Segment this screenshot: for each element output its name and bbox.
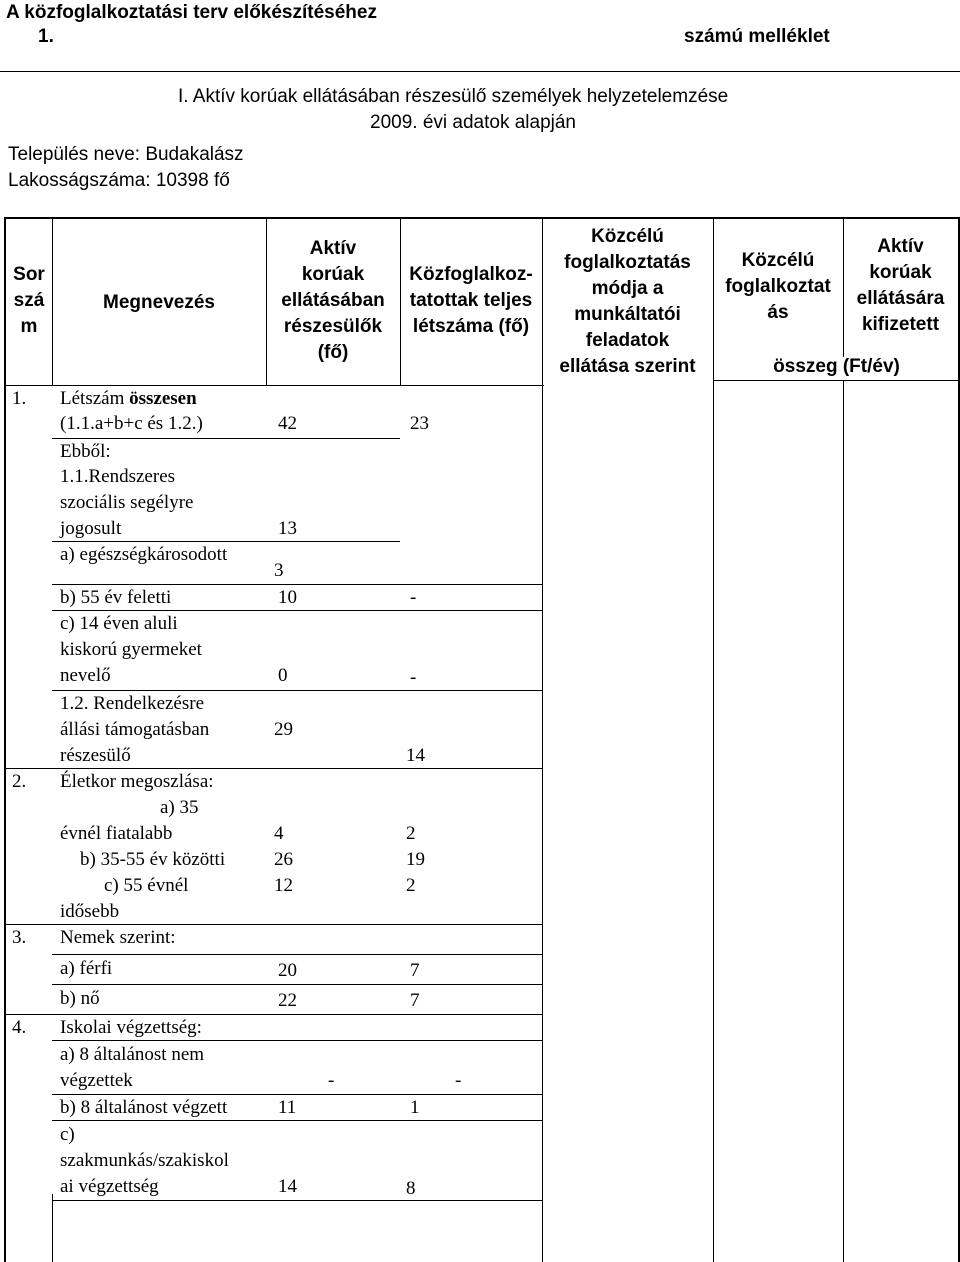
col-divider — [52, 1194, 53, 1262]
col-header-line: ellátásában — [281, 290, 385, 311]
row-number: 3. — [12, 927, 27, 948]
col-header-line: szá — [13, 290, 45, 311]
row-number: 2. — [12, 771, 27, 792]
population: Lakosságszáma: 10398 fő — [8, 170, 230, 191]
row-label: nevelő — [60, 665, 111, 686]
col-header-line: ás — [767, 302, 789, 323]
row-label: részesülő — [60, 745, 131, 766]
col-header-line: részesülők — [283, 316, 383, 337]
row-label: a) 35 — [160, 797, 199, 818]
cell-value: - — [328, 1070, 335, 1091]
col-divider — [843, 380, 844, 1262]
col-header-line: Aktív — [877, 236, 924, 257]
col-header-recipients — [266, 236, 400, 366]
cell-value: 14 — [278, 1176, 297, 1197]
col-header-line: kifizetett — [861, 314, 940, 335]
header-divider — [0, 71, 960, 72]
row-label-emphasis: összesen — [129, 388, 197, 409]
table-top-border — [4, 217, 960, 219]
row-label: a) 8 általánost nem — [60, 1044, 205, 1065]
cell-value: 10 — [278, 587, 297, 608]
cell-value: 8 — [406, 1178, 416, 1199]
col-header-line: ellátása szerint — [559, 356, 696, 377]
section-subtitle: 2009. évi adatok alapján — [370, 112, 576, 133]
col-header-line: létszáma (fő) — [412, 316, 530, 337]
row-label: Életkor megoszlása: — [60, 771, 214, 792]
col-header-line: Aktív — [309, 238, 357, 259]
row-label: 1.2. Rendelkezésre — [60, 693, 205, 714]
col-header-line: Sor — [13, 264, 45, 285]
cell-value: 2 — [406, 823, 416, 844]
cell-value: 26 — [274, 849, 293, 870]
col-header-line: foglalkoztat — [725, 276, 831, 297]
row-label: Nemek szerint: — [60, 927, 176, 948]
cell-value: 29 — [274, 719, 293, 740]
row-label: c) — [60, 1124, 75, 1145]
col-header-line: foglalkoztatás — [564, 252, 691, 273]
row-label — [60, 386, 197, 412]
row-number: 1. — [12, 388, 27, 409]
col-header-line: ellátására — [856, 288, 945, 309]
row-label: b) 8 általánost végzett — [60, 1097, 228, 1118]
cell-value: 14 — [406, 745, 425, 766]
col-header-line: Közfoglalkoz- — [409, 264, 533, 285]
col-header-line: (fő) — [317, 342, 349, 363]
col-header-line: korúak — [301, 264, 365, 285]
cell-value: 20 — [278, 960, 297, 981]
row-label: idősebb — [60, 901, 120, 922]
row-label: szakmunkás/szakiskol — [60, 1150, 229, 1171]
cell-value: 11 — [278, 1097, 297, 1118]
row-label: a) egészségkárosodott — [60, 544, 228, 565]
annex-label: számú melléklet — [684, 26, 830, 47]
cell-value: - — [455, 1070, 462, 1091]
row-label: 1.1.Rendszeres — [60, 466, 176, 487]
col-header-line: feladatok — [585, 330, 670, 351]
row-divider — [52, 1200, 542, 1201]
section-title: I. Aktív korúak ellátásában részesülő személyek helyzetelemzése — [178, 86, 729, 107]
row-number: 4. — [12, 1017, 27, 1038]
row-label: b) nő — [60, 988, 100, 1009]
annex-number: 1. — [38, 26, 54, 47]
row-label: Iskolai végzettség: — [60, 1017, 202, 1038]
row-label: szociális segélyre — [60, 492, 194, 513]
cell-value: - — [410, 667, 417, 688]
row-label: állási támogatásban — [60, 719, 210, 740]
row-label: b) 55 év feletti — [60, 587, 172, 608]
col-header-line: munkáltatói — [574, 304, 681, 325]
col-header-name: Megnevezés — [103, 292, 215, 313]
col-header-line: módja a — [591, 278, 664, 299]
col-header-row-number — [6, 262, 52, 340]
cell-value: 3 — [274, 560, 284, 581]
row-label: évnél fiatalabb — [60, 823, 173, 844]
cell-value: 12 — [274, 875, 293, 896]
cell-value: 4 — [274, 823, 284, 844]
header-bottom-line — [713, 380, 960, 381]
row-label: c) 14 éven aluli — [60, 613, 178, 634]
col-header-employment-mode — [542, 224, 713, 380]
row-label: c) 55 évnél — [104, 875, 189, 896]
cell-value: 13 — [278, 518, 297, 539]
row-label: jogosult — [60, 518, 122, 539]
col-header-public-workers — [400, 262, 542, 340]
col-header-paid-allowance — [843, 234, 958, 338]
col-header-line: m — [20, 316, 38, 337]
row-label: kiskorú gyermeket — [60, 639, 202, 660]
col-header-amount: összeg (Ft/év) — [773, 356, 900, 377]
row-label: b) 35-55 év közötti — [80, 849, 226, 870]
row-divider — [52, 954, 542, 955]
cell-value: 0 — [278, 665, 288, 686]
cell-value: 7 — [410, 990, 420, 1011]
cell-value: 22 — [278, 990, 297, 1011]
row-label: Ebből: — [60, 441, 111, 462]
cell-value: 19 — [406, 849, 425, 870]
cell-value: 2 — [406, 875, 416, 896]
row-label: a) férfi — [60, 958, 113, 979]
col-header-public-employment — [713, 248, 843, 326]
cell-value: 7 — [410, 960, 420, 981]
col-header-line: tatottak teljes — [409, 290, 533, 311]
table-left-border — [4, 217, 6, 1262]
cell-value: 42 — [278, 413, 297, 434]
doc-heading: A közfoglalkoztatási terv előkészítéséhez — [6, 2, 377, 23]
col-header-line: Közcélú — [591, 226, 664, 247]
cell-value: 23 — [410, 413, 429, 434]
row-label: ai végzettség — [60, 1176, 159, 1197]
row-divider — [52, 984, 542, 985]
settlement-name: Település neve: Budakalász — [8, 144, 244, 165]
col-header-line: korúak — [869, 262, 932, 283]
row-label: (1.1.a+b+c és 1.2.) — [60, 413, 203, 434]
row-label-text: Létszám — [60, 388, 130, 409]
row-label: végzettek — [60, 1070, 133, 1091]
col-header-line: Közcélú — [741, 250, 815, 271]
cell-value: 1 — [410, 1097, 420, 1118]
cell-value: - — [410, 587, 417, 608]
